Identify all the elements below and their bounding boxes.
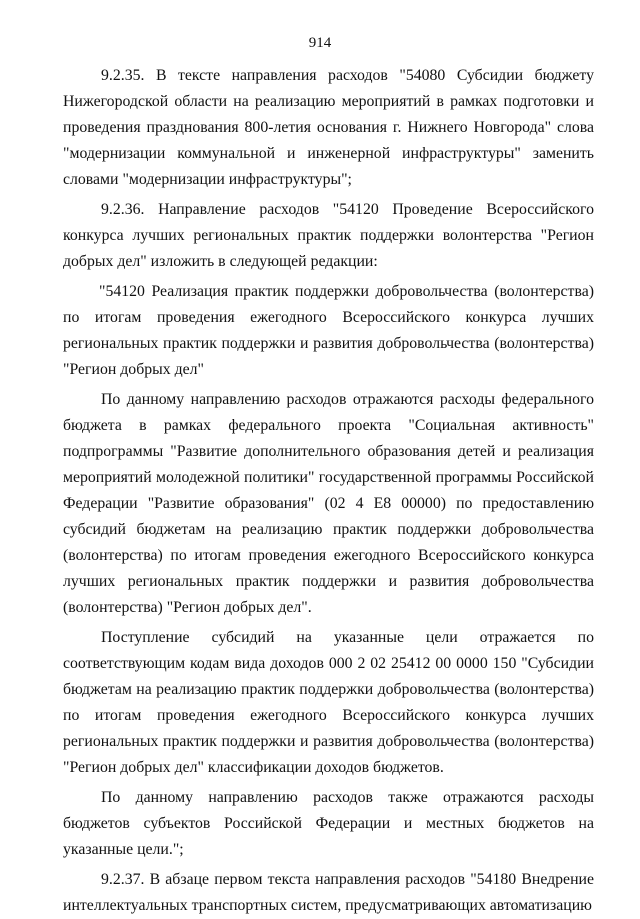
paragraph-subsidy-income-codes: Поступление субсидий на указанные цели отражается по соответствующим кодам вида доходов 000 2 02 25412 00 0000 150 "Субсидии бюджетам на реализацию практик поддержки добровольчества (волонтерства) по итогам проведения ежегодного Всероссийского конкурса лучших региональных практик поддержки и развития добровольчества (волонтерства) "Регион добрых дел" классификации доходов бюджетов. [63,629,594,776]
paragraph-regional-local-expenses: По данному направлению расходов также отражаются расходы бюджетов субъектов Российской Федерации и местных бюджетов на указанные цели."; [63,789,594,858]
paragraph-new-wording-title: "54120 Реализация практик поддержки добровольчества (волонтерства) по итогам проведения ежегодного Всероссийского конкурса лучших региональных практик поддержки и развития добровольчества (волонтерства) "Регион добрых дел" [63,283,594,378]
paragraph-federal-expenses: По данному направлению расходов отражаются расходы федерального бюджета в рамках федерального проекта "Социальная активность" подпрограммы "Развитие дополнительного образования детей и реализация мероприятий молодежной политики" государственной программы Российской Федерации "Развитие образования" (02 4 E8 00000) по предоставлению субсидий бюджетам на реализацию практик поддержки добровольчества (волонтерства) по итогам проведения ежегодного Всероссийского конкурса лучших региональных практик поддержки и развития добровольчества (волонтерства) "Регион добрых дел". [63,391,594,616]
paragraph-9-2-35: 9.2.35. В тексте направления расходов "54080 Субсидии бюджету Нижегородской области на реализацию мероприятий в рамках подготовки и проведения празднования 800-летия основания г. Нижнего Новгорода" слова "модернизации коммунальной и инженерной инфраструктуры" заменить словами "модернизации инфраструктуры"; [63,67,594,188]
paragraph-9-2-37: 9.2.37. В абзаце первом текста направления расходов "54180 Внедрение интеллектуальных транспортных систем, предусматривающих автоматизацию [63,871,594,914]
page-number: 914 [308,35,332,51]
paragraph-9-2-36: 9.2.36. Направление расходов "54120 Проведение Всероссийского конкурса лучших региональных практик поддержки волонтерства "Регион добрых дел" изложить в следующей редакции: [63,201,594,270]
document-body [63,63,594,919]
